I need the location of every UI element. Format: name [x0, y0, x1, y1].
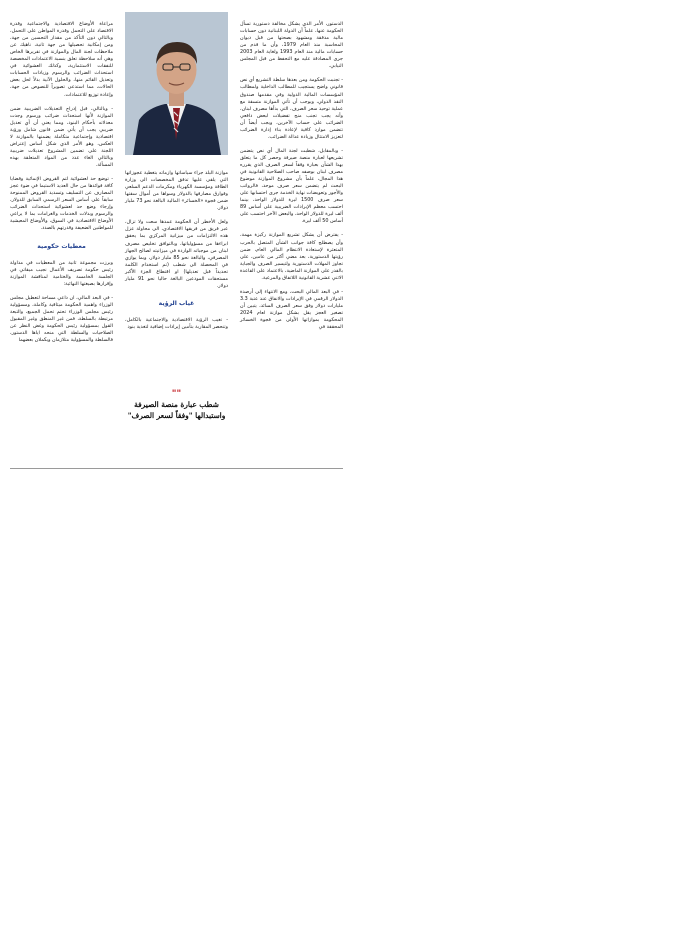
paragraph: - توضع حد لعشوائية لتم القروض الإنمائية وقضايا كافة فوائدها من حال العديد الاستيما في ضوء عجز المصارف عن التسليف وتسديد القروض الممنوحة سابقاً على أساس السعر الرسمي السابق للدولار، وإرجاء وضع حد لعشوائية استحداث الضرائب والرسوم وبدلات الخدمات والغرامات بما لا يراعي الأوضاع الاقتصادية في السوق، والأوضاع المعيشية للمواطنين الضعيفة وقدرتهم بالصدد. — [10, 176, 113, 232]
paragraph: ولعل الأخطر أن الحكومة عمدها سعت ولا تزال، عبر فريق من فريقها الاقتصادي، الى محاولة عزل هذه الالتزامات من ميزانية المركزي بما يحقق ابراءها من مسؤولياتها، وبالتوافق تخليص مصرف لبنان من موجباته الواردة في ميزانيته لصالح الجهاز المصرفي، والبالغة نحو 85 مليار دولار، وبما يوازي في المحصلة الى شطب (تم استخدام الكلمة تحديداً قبل تعديلها) او اقتطاع الجزء الأكبر مستحقات المودعين البالغة حاليا نحو 91 مليار دولار. — [125, 219, 229, 289]
paragraph: موازنة البلد جراء سياساتها وازماته بتغطية عجوزاتها التي يلقى عليها تدفق المخصصات الى وزارة الطاقة ومؤسسة الكهرباء ومكرمات الدعم السلعي وفوارق مصارفها بالدولار وسواها من أموال سقتها ضمن فجوة «الخسائر» المالية البالغة نحو 73 مليار دولار. — [125, 170, 229, 212]
portrait-illustration — [125, 12, 228, 155]
article-column-middle — [125, 163, 228, 338]
quote-marks-icon: "" — [171, 389, 182, 399]
article-column-right — [240, 14, 343, 338]
author-photo — [125, 12, 228, 155]
paragraph: - وبالتالي، قبل إدراج التعديلات الضريبية ضمن الموازنة لأنها استحداث ضرائب ورسوم وجدت معدلاته بأحكام البنود، ومما يعني أن أي تعديل ضريبي يجب أن يأتي ضمن قانون شامل ورؤية اقتصادية وإجتماعية متكاملة يضمنها بالموازنة لا العكس، وهو الأمر الذي شكل أساس إعتراض اللجنة على تضمين المشروع تعديلات ضريبية وبالتالي الغاء عدد من المواد المتعلقة بهذه المسألة. — [10, 105, 113, 168]
pull-quote-line-2: واستبدالها "وفقاً لسعر الصرف" — [127, 411, 226, 420]
pull-quote — [125, 390, 228, 421]
bottom-divider — [10, 468, 343, 469]
article-column-left — [10, 14, 113, 351]
paragraph: - تجنبت الحكومة ومن بعدها سلطة التشريع أي نص قانوني واضح يستجيب للمطالب الداخلية ولمطالب المؤسسات المالية الدولية وفي مقدمها صندوق النقد الدولي، ويوجب أن تأتي الموازنة متسقة مع عملية توحيد سعر الصرف، التي بدأها مصرف لبنان، وأنه يجب تجنب منح تفضيلات لبعض دافعي الضرائب على حساب الآخرين، ويجب أيضاً أن تتضمن موارد كافية لإعادة بناء إدارة الضرائب لتعزيز الامتثال وزيادة عدالة الضرائب. — [240, 77, 343, 140]
paragraph: مراعاة الأوضاع الاقتصادية والاجتماعية وقدرة الاقتصاد على التحمل وقدرة المواطن على التحمل، وبالتالي دون التأكد من مقدار التحسين من جهة، ومن إمكانية تحصيلها من جهة ثانية، ناهيك عن ملاحظات لجنة المال والموازنة في تقريرها الخاص وهي أنه سلاحظة تعلق بنسبة الاعتمادات المخصصة للنفقات الاستثمارية، وكذلك العشوائية في استحداث الضرائب والرسوم وزيادات الحسابات وتعديل القائم منها، والحلول الآنية بدلاً لحل بعض الحالات، مما استدعى تصويراً للنصوص من جهة، وإعادة توزيع للاعتمادات. — [10, 21, 113, 98]
subheading: غياب الرؤية — [158, 299, 195, 307]
paragraph: - يفترض أن يشكل تشريع الموازنة ركيزة مهمة، وأن يصطلح كافة جوانب الشأن المتصل بالحرب المتعثرة لإستعادة الانتظام المالي العام، ضمن رؤيتها الدستورية، بعد مضي أكثر من عامين، على تجاوز المهلات الدستورية ولتيسير الصرف والجباية بالقدر على الموازنة الماضية، بالاعتماد على القاعدة الاثني عشرية القانونية اللاتفاق والمرعية. — [240, 232, 343, 281]
paragraph: الدستور، الأمر الذي يشكل مخالفة دستورية تسأل الحكومة عنها، علماً أن الدولة اللبنانية دون حسابات مالية مدققة ومشهود بصحتها من قبل ديوان المحاسبة منذ العام 1979، وأن ما قدم من حسابات مالية منذ العام 1993 ولغاية العام 2003 جرى المصادقة عليه مع التحفظ من قبل المجلس النيابي. — [240, 21, 344, 70]
paragraph: - في البعد المالي، ان داعي مساحة لتعطيل مجلس الوزراء واهمية الحكومة ميثاقية وكاملة، ومسؤولية رئيس مجلس الوزراء تحتم تحمل الجميع، والتبعة مرتبطة بالسلطة، فمن غير المنطق وغير المقبول القول بمسؤولية رئيس الحكومة وغض النظر عن الصلاحيات والسلطة التي منحه اياها الدستور، فالسلطة والمسؤولية متلازمان ويكملان بعضهما — [10, 294, 113, 344]
paragraph: وبرزت مجموعة ثانية من المعطيات في مداولة رئيس حكومة تصريف الأعمال نجيب ميقاتي في الجلسة الخامسة والختامية لمناقشة الموازنة وإقرارها بصيغتها النهائية: — [10, 259, 113, 287]
paragraph: - تغيب الرؤية الاقتصادية والاجتماعية بالكامل، وتنحصر المقاربة بتأمين إيرادات إضافية لتغذية بنود — [125, 316, 228, 330]
paragraph: - وبالمقابل، شطبت لجنة المال أي نص يتضمن تشريعها لعبارة منصة صيرفة وحصر كل ما يتعلق بهذا الشأن بعبارة وفقاً لسعر الصرف الذي يقرره مصرف لبنان بوصفه صاحب الصلاحية القانونية في هذا المجال، علماً بأن مشروع الموازنة موضوع البحث لم يتضمن سعر صرف موحد، فالرواتب والأجور وتعويضات نهاية الخدمة جرى احتسابها على سعر صرف 1500 ليرة للدولار الواحد، بينما احتسب معظم الإيرادات الضريبية على أساس 89 ألف ليرة للدولار الواحد، والبعض الآخر احتسب على أساس 50 ألف ليرة. — [240, 147, 344, 225]
pull-quote-line-1: شطب عبارة منصة الصيرفة — [134, 400, 219, 409]
subheading: معطيات حكومية — [37, 242, 86, 250]
paragraph: - في البعد المالي البحت، ومع الانتهاء إلى أرصدة الدولار الرقمي في الإيرادات والانفاق عند عتبة 3.3 مليارات دولار وفق سعر الصرف السائد، يتبين أن تصغير العجز يقل بشكل موازنة لعام 2024 المحكومة بموازاتها الأولى من فجوة الخسائر المحققة في — [240, 288, 343, 331]
